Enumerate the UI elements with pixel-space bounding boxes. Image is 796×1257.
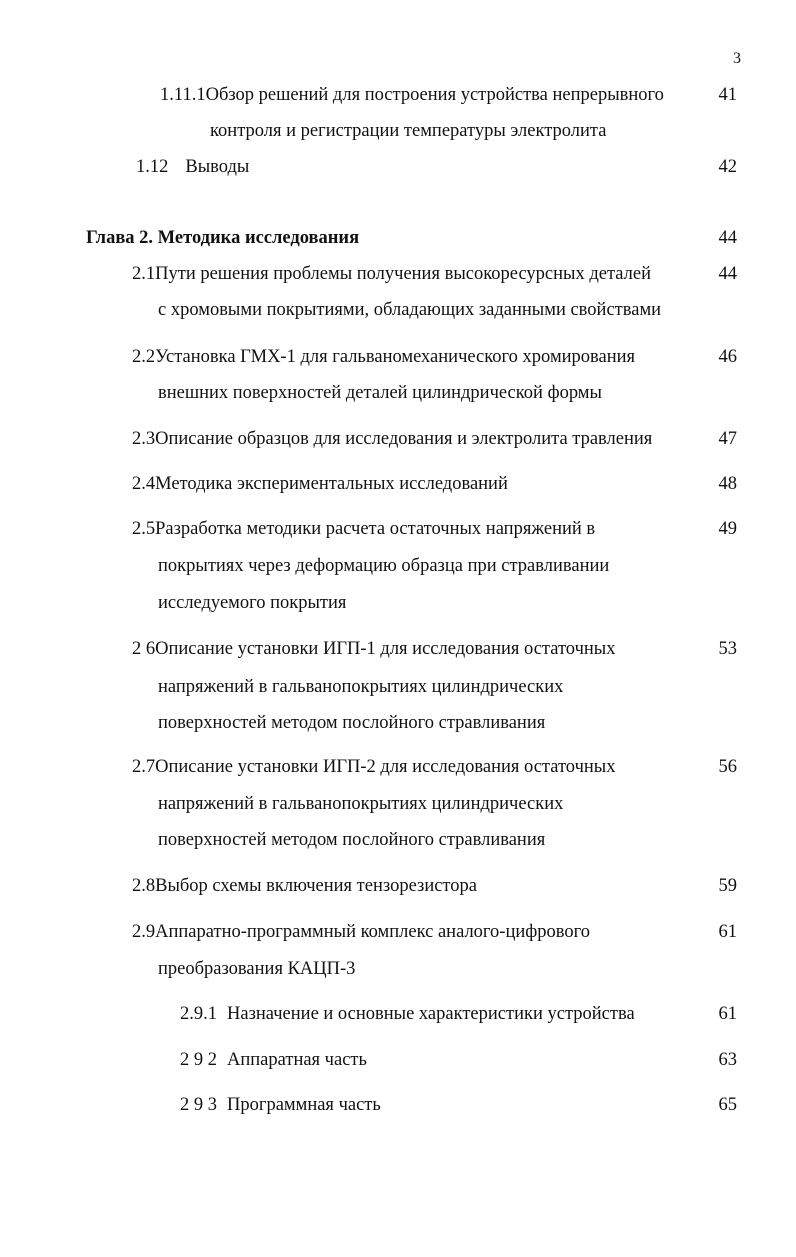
toc-title-line: напряжений в гальванопокрытиях цилиндрических	[158, 794, 564, 814]
toc-page-number: 41	[718, 85, 737, 105]
toc-num: 2.8	[132, 876, 156, 896]
chapter-heading: Глава 2. Методика исследования	[86, 228, 360, 248]
toc-title-line: поверхностей методом послойного стравливания	[158, 830, 546, 850]
toc-num: 2.1	[132, 264, 156, 284]
toc-entry-2-6	[132, 638, 615, 660]
toc-page-number: 49	[718, 519, 737, 539]
toc-page-number: 59	[718, 876, 737, 896]
toc-entry-2-9-2	[180, 1049, 367, 1071]
page-number: 3	[733, 50, 741, 67]
toc-page-number: 48	[718, 474, 737, 494]
toc-title-line: Аппаратная часть	[227, 1050, 367, 1070]
toc-title-line: Аппаратно-программный комплекс аналого-цифрового	[155, 922, 590, 942]
toc-num: 2.7	[132, 757, 156, 777]
toc-title-line: внешних поверхностей деталей цилиндрической формы	[158, 383, 602, 403]
toc-entry-2-8	[132, 875, 477, 897]
toc-page-number: 44	[718, 264, 737, 284]
toc-num: 2.3	[132, 429, 156, 449]
toc-title-line: Обзор решений для построения устройства непрерывного	[205, 85, 664, 105]
toc-title-line: Описание установки ИГП-1 для исследования остаточных	[155, 639, 616, 659]
toc-page-number: 63	[718, 1050, 737, 1070]
toc-num: 2.4	[132, 474, 156, 494]
toc-page-number: 56	[718, 757, 737, 777]
toc-title-line: Описание образцов для исследования и электролита травления	[155, 429, 653, 449]
toc-num: 2.9.1	[180, 1004, 217, 1024]
toc-title-line: с хромовыми покрытиями, обладающих заданными свойствами	[158, 300, 662, 320]
toc-entry-2-3	[132, 428, 652, 450]
toc-title-line: контроля и регистрации температуры электролита	[210, 121, 607, 141]
toc-page-number: 65	[718, 1095, 737, 1115]
toc-num: 2.2	[132, 347, 156, 367]
toc-page-number: 47	[718, 429, 737, 449]
toc-entry-2-2	[132, 346, 635, 368]
toc-num: 1.12	[136, 157, 169, 177]
toc-title-line: Программная часть	[227, 1095, 381, 1115]
toc-page-number: 53	[718, 639, 737, 659]
toc-page-number: 42	[718, 157, 737, 177]
toc-entry-2-5	[132, 518, 595, 540]
toc-entry-2-9-3	[180, 1094, 381, 1116]
toc-title-line: Назначение и основные характеристики устройства	[227, 1004, 635, 1024]
toc-page-number: 44	[718, 228, 737, 248]
toc-title-line: напряжений в гальванопокрытиях цилиндрических	[158, 677, 564, 697]
toc-num: 2.9	[132, 922, 156, 942]
toc-title-line: Методика экспериментальных исследований	[155, 474, 508, 494]
toc-title-line: преобразования КАЦП-3	[158, 959, 356, 979]
toc-title-line: Установка ГМХ-1 для гальваномеханического хромирования	[155, 347, 636, 367]
toc-title-line: Разработка методики расчета остаточных напряжений в	[155, 519, 596, 539]
toc-num: 1.11.1	[160, 85, 206, 105]
toc-entry-2-4	[132, 473, 508, 495]
toc-page-number: 61	[718, 1004, 737, 1024]
toc-num: 2 9 3	[180, 1095, 217, 1115]
toc-title-line: покрытиях через деформацию образца при стравливании	[158, 556, 610, 576]
toc-entry-1-11-1	[160, 84, 664, 106]
toc-entry-2-9	[132, 921, 590, 943]
toc-page-number: 46	[718, 347, 737, 367]
toc-entry-2-1	[132, 263, 651, 285]
toc-title-line: Выбор схемы включения тензорезистора	[155, 876, 477, 896]
toc-entry-2-7	[132, 756, 615, 778]
toc-title-line: Пути решения проблемы получения высокоресурсных деталей	[155, 264, 651, 284]
toc-num: 2.5	[132, 519, 156, 539]
toc-num: 2 6	[132, 639, 156, 659]
toc-page-number: 61	[718, 922, 737, 942]
toc-num: 2 9 2	[180, 1050, 217, 1070]
toc-title-line: поверхностей методом послойного стравливания	[158, 713, 546, 733]
toc-entry-1-12	[136, 156, 249, 178]
toc-title-line: Описание установки ИГП-2 для исследования остаточных	[155, 757, 616, 777]
toc-entry-2-9-1	[180, 1003, 635, 1025]
toc-title-line: Выводы	[185, 157, 250, 177]
toc-title-line: исследуемого покрытия	[158, 593, 347, 613]
